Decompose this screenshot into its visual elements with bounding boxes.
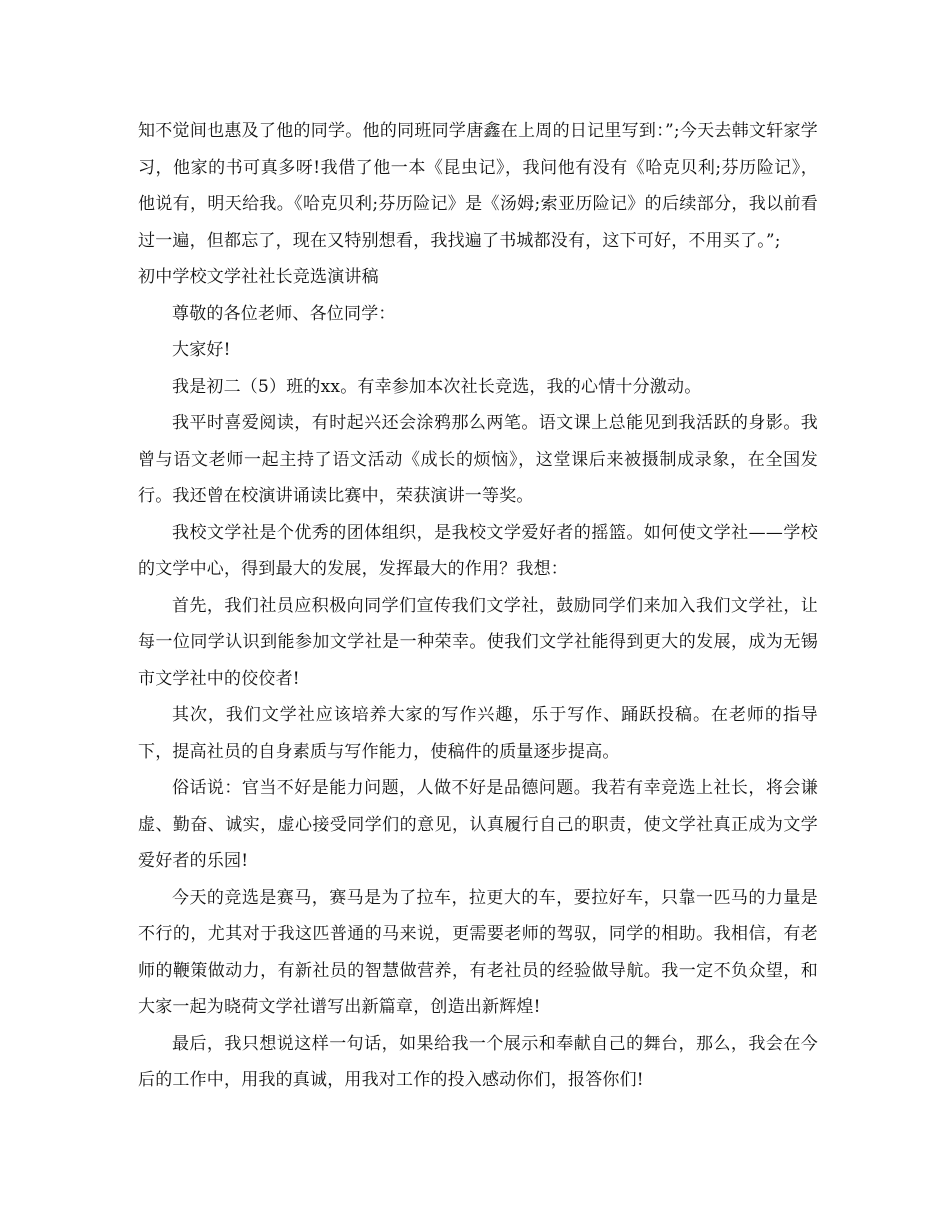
paragraph-closing: 最后，我只想说这样一句话，如果给我一个展示和奉献自己的舞台，那么，我会在今后的工作中，用我的真诚，用我对工作的投入感动你们，报答你们! [138,1033,818,1090]
paragraph-background: 我平时喜爱阅读，有时起兴还会涂鸦那么两笔。语文课上总能见到我活跃的身影。我曾与语文老师一起主持了语文活动《成长的烦恼》，这堂课后来被摄制成录象，在全国发行。我还曾在校演讲诵读比赛中，荣获演讲一等奖。 [138,413,818,506]
paragraph-introduction: 我是初二（5）班的xx。有幸参加本次社长竞选，我的心情十分激动。 [172,376,702,397]
document-body [138,113,818,1099]
paragraph-greeting: 大家好! [172,340,231,360]
paragraph-diary-excerpt: 知不觉间也惠及了他的同学。他的同班同学唐鑫在上周的日记里写到：”;今天去韩文轩家学习，他家的书可真多呀!我借了他一本《昆虫记》，我问他有没有《哈克贝利;芬历险记》，他说有，明天给我。《哈克贝利;芬历险记》是《汤姆;索亚历险记》的后续部分，我以前看过一遍，但都忘了，现在又特别想看，我找遍了书城都没有，这下可好，不用买了。”; [138,121,818,251]
paragraph-second-point: 其次，我们文学社应该培养大家的写作兴趣，乐于写作、踊跃投稿。在老师的指导下，提高社员的自身素质与写作能力，使稿件的质量逐步提高。 [138,705,818,762]
paragraph-commitment: 俗话说：官当不好是能力问题，人做不好是品德问题。我若有幸竞选上社长，将会谦虚、勤奋、诚实，虚心接受同学们的意见，认真履行自己的职责，使文学社真正成为文学爱好者的乐园! [138,778,818,871]
paragraph-horse-metaphor: 今天的竞选是赛马，赛马是为了拉车，拉更大的车，要拉好车，只靠一匹马的力量是不行的，尤其对于我这匹普通的马来说，更需要老师的驾驭，同学的相助。我相信，有老师的鞭策做动力，有新社员的智慧做营养，有老社员的经验做导航。我一定不负众望，和大家一起为晓荷文学社谱写出新篇章，创造出新辉煌! [138,887,818,1017]
paragraph-salutation: 尊敬的各位老师、各位同学： [172,303,396,324]
speech-title: 初中学校文学社社长竞选演讲稿 [138,267,379,287]
paragraph-first-point: 首先，我们社员应积极向同学们宣传我们文学社，鼓励同学们来加入我们文学社，让每一位同学认识到能参加文学社是一种荣幸。使我们文学社能得到更大的发展，成为无锡市文学社中的佼佼者! [138,595,818,689]
paragraph-club-description: 我校文学社是个优秀的团体组织，是我校文学爱好者的摇篮。如何使文学社——学校的文学中心，得到最大的发展，发挥最大的作用？我想： [138,522,818,579]
